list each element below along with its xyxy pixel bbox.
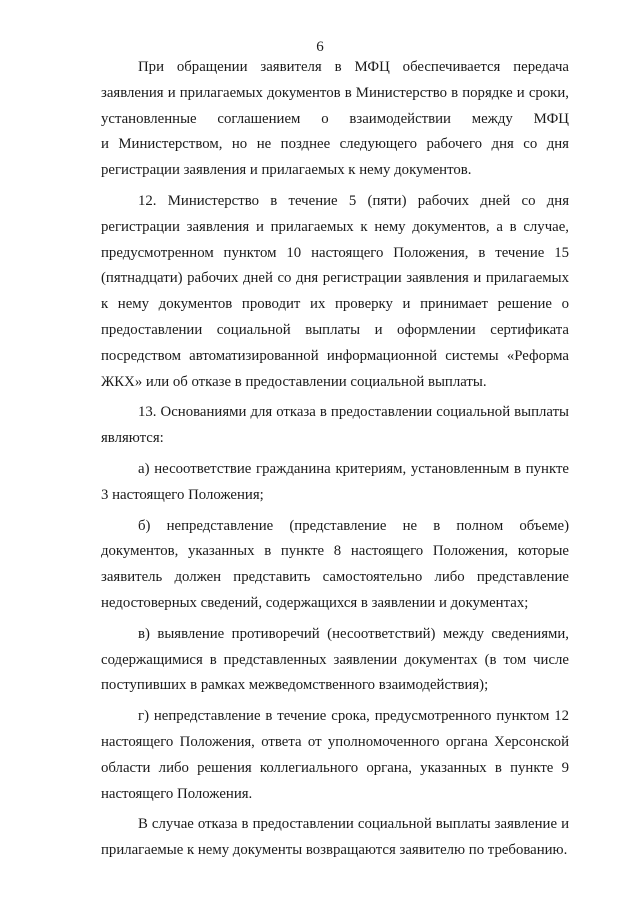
text-line: недостоверных сведений, содержащихся в заявлении и документах; [101,594,529,611]
text-line: При обращении заявителя в МФЦ обеспечивается передача [138,59,569,75]
page-number: 6 [316,39,324,55]
paragraph-item-13 [101,400,569,452]
paragraph-refusal-return [101,812,569,864]
text-line: заявитель должен представить самостоятельно либо представление [101,569,569,586]
paragraph-item-13-a [101,457,569,509]
text-line: заявления и прилагаемых документов в Министерство в порядке и сроки, [101,84,569,101]
text-line: посредством автоматизированной информационной системы «Реформа [101,347,569,364]
text-line: к нему документов проводит их проверку и принимает решение о [101,296,569,313]
text-line: предоставлении социальной выплаты и оформлении сертификата [101,321,569,338]
paragraph-item-13-v [101,622,569,699]
text-line: регистрации заявления и прилагаемых к нему документов, а в случае, [101,218,569,235]
text-line: ЖКХ» или об отказе в предоставлении социальной выплаты. [101,373,487,390]
paragraph-item-12 [101,189,569,395]
text-line: а) несоответствие гражданина критериям, установленным в пункте [138,460,569,477]
text-line: области либо решения коллегиального органа, указанных в пункте 9 [101,759,569,776]
paragraph-item-13-g [101,704,569,807]
text-line: прилагаемые к нему документы возвращаются заявителю по требованию. [101,842,568,859]
text-line: б) непредставление (представление не в полном объеме) [138,517,569,534]
text-line: являются: [101,430,164,447]
text-line: (пятнадцати) рабочих дней со дня регистрации заявления и прилагаемых [101,270,569,287]
text-line: содержащимися в представленных заявлении документах (в том числе [101,651,569,668]
text-line: и Министерством, но не позднее следующего рабочего дня со дня [101,136,569,153]
paragraph-item-13-b [101,514,569,617]
text-line: 12. Министерство в течение 5 (пяти) рабочих дней со дня [138,192,569,209]
text-line: установленные соглашением о взаимодействии между МФЦ [101,110,569,127]
text-line: настоящего Положения. [101,785,253,802]
text-line: 3 настоящего Положения; [101,486,264,503]
text-line: регистрации заявления и прилагаемых к нему документов. [101,162,472,179]
text-line: поступивших в рамках межведомственного взаимодействия); [101,677,489,694]
text-line: в) выявление противоречий (несоответствий) между сведениями, [138,625,569,642]
document-body [101,55,569,864]
text-line: документов, указанных в пункте 8 настоящего Положения, которые [101,543,569,560]
text-line: предусмотренном пунктом 10 настоящего Положения, в течение 15 [101,244,569,261]
paragraph-mfc-transfer [101,55,569,184]
text-line: 13. Основаниями для отказа в предоставлении социальной выплаты [138,404,569,421]
text-line: В случае отказа в предоставлении социальной выплаты заявление и [138,816,569,833]
text-line: г) непредставление в течение срока, предусмотренного пунктом 12 [138,708,569,725]
text-line: настоящего Положения, ответа от уполномоченного органа Херсонской [101,733,569,750]
